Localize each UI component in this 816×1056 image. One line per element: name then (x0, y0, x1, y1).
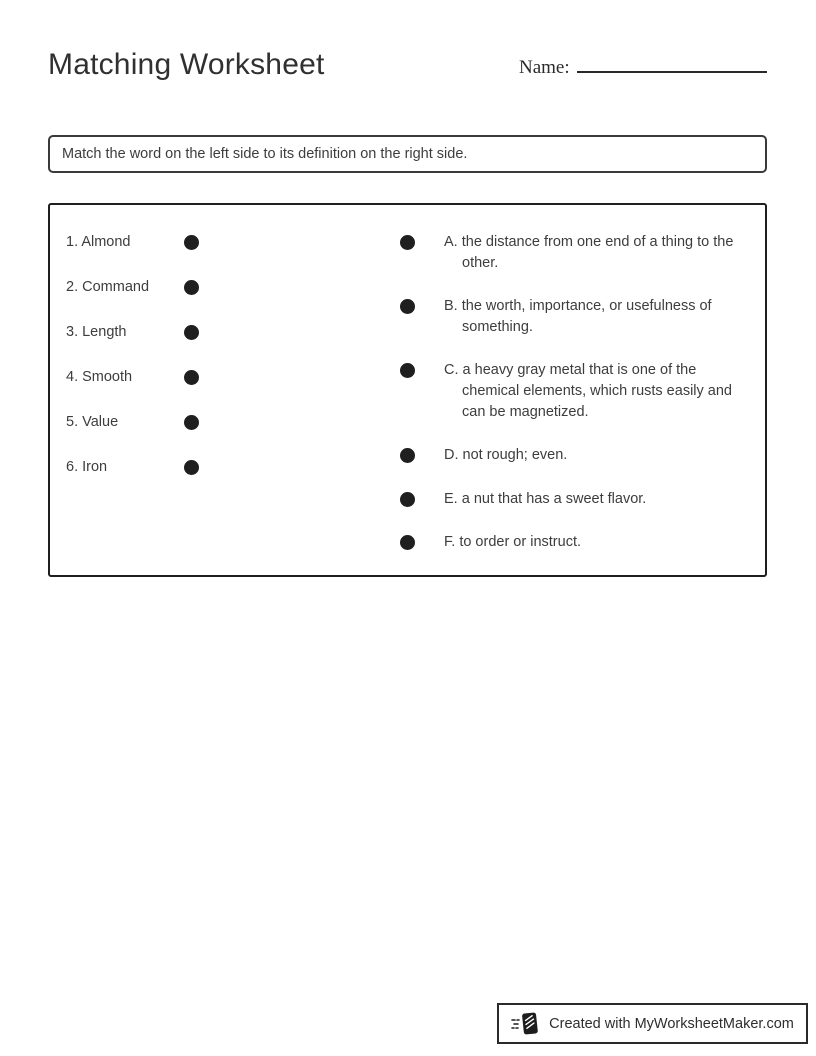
definition-letter: B. (444, 298, 458, 315)
definition-body: to order or instruct. (459, 534, 581, 551)
definition-letter: F. (444, 534, 456, 551)
word-match-dot[interactable] (184, 460, 199, 475)
definition-letter: E. (444, 490, 458, 507)
definition-text (444, 360, 752, 422)
definition-match-dot[interactable] (400, 492, 415, 507)
matching-area (48, 203, 767, 577)
definition-match-dot[interactable] (400, 448, 415, 463)
word-match-dot[interactable] (184, 280, 199, 295)
definition-row (400, 445, 752, 466)
definition-text (444, 532, 752, 553)
instruction-box (48, 135, 767, 173)
definition-row (400, 232, 752, 273)
definition-body: a nut that has a sweet flavor. (461, 490, 647, 507)
word-match-dot[interactable] (184, 325, 199, 340)
word-label: 3. Length (66, 324, 127, 340)
word-match-dot[interactable] (184, 370, 199, 385)
word-row (66, 367, 246, 388)
footer-credit-badge (497, 1003, 808, 1044)
word-match-dot[interactable] (184, 235, 199, 250)
page-title: Matching Worksheet (48, 48, 325, 81)
words-column (66, 232, 246, 502)
word-label: 2. Command (66, 279, 150, 295)
definition-match-dot[interactable] (400, 535, 415, 550)
definition-row (400, 296, 752, 337)
name-blank-line[interactable] (577, 52, 767, 73)
worksheet-maker-logo-icon (511, 1010, 541, 1038)
name-label: Name: (519, 57, 570, 78)
definition-text (444, 489, 752, 510)
definition-row (400, 489, 752, 510)
name-field (519, 52, 767, 79)
definition-row (400, 360, 752, 422)
definition-body: a heavy gray metal that is one of the chemical elements, which rusts easily and can be magnetized. (462, 362, 732, 420)
word-label: 6. Iron (66, 459, 108, 475)
definition-match-dot[interactable] (400, 363, 415, 378)
instruction-text: Match the word on the left side to its definition on the right side. (62, 146, 468, 162)
definition-body: the worth, importance, or usefulness of something. (461, 298, 712, 335)
definition-body: not rough; even. (462, 447, 568, 464)
definition-text (444, 445, 752, 466)
definition-row (400, 532, 752, 553)
definition-letter: D. (444, 447, 459, 464)
word-row (66, 232, 246, 253)
definition-letter: C. (444, 362, 459, 379)
word-row (66, 412, 246, 433)
definition-text (444, 232, 752, 273)
definition-text (444, 296, 752, 337)
definition-letter: A. (444, 234, 458, 250)
definition-match-dot[interactable] (400, 235, 415, 250)
word-row (66, 322, 246, 343)
word-label: 1. Almond (66, 234, 131, 250)
word-row (66, 457, 246, 478)
footer-credit-text: Created with MyWorksheetMaker.com (549, 1015, 794, 1032)
word-label: 4. Smooth (66, 369, 133, 385)
definition-match-dot[interactable] (400, 299, 415, 314)
word-row (66, 277, 246, 298)
definitions-column (400, 232, 752, 576)
definition-body: the distance from one end of a thing to the other. (461, 234, 734, 271)
word-match-dot[interactable] (184, 415, 199, 430)
word-label: 5. Value (66, 414, 119, 430)
